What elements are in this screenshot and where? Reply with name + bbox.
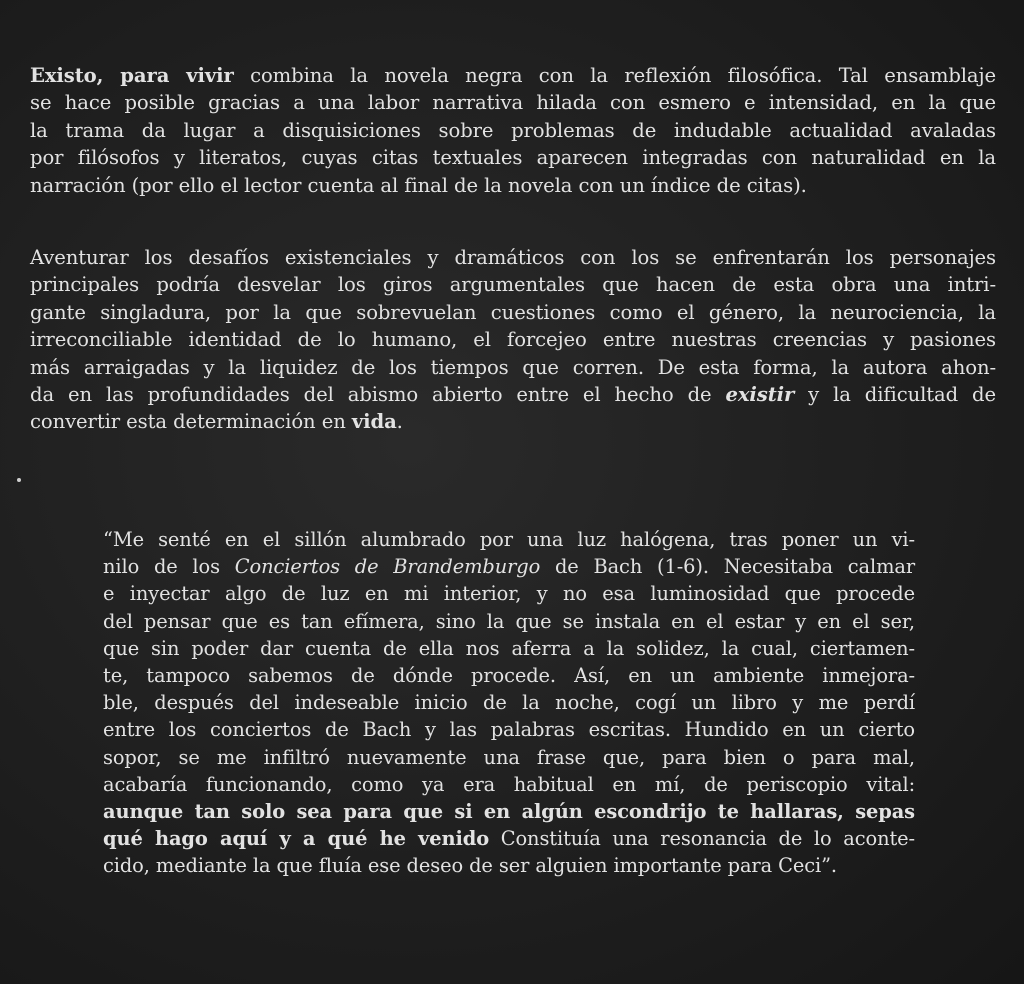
text-line [103,689,915,716]
text-line [103,553,915,580]
text-segment: irreconciliable identidad de lo humano, el forcejeo entre nuestras creencias y pasiones [30,328,996,352]
text-line [30,299,996,326]
text-line [103,635,915,662]
text-line [30,271,996,298]
text-segment: da en las profundidades del abismo abierto entre el hecho de [30,383,726,407]
text-segment: narración (por ello el lector cuenta al final de la novela con un índice de citas). [30,173,807,197]
synopsis-paragraph-1 [30,62,996,199]
text-segment: por filósofos y literatos, cuyas citas textuales aparecen integradas con naturalidad en la [30,146,996,170]
text-line [103,771,915,798]
text-line [30,117,996,144]
text-segment: entre los conciertos de Bach y las palabras escritas. Hundido en un cierto [103,718,915,742]
text-line [103,825,915,852]
text-segment: combina la novela negra con la reflexión filosófica. Tal ensamblaje [233,64,996,87]
text-segment: de Bach (1-6). Necesitaba calmar [540,555,915,579]
text-line [30,326,996,353]
excerpt-quote [103,526,915,880]
text-line [103,716,915,743]
text-line [103,662,915,689]
text-line [103,526,915,553]
text-line [30,144,996,171]
text-segment: y la dificultad de [794,383,996,407]
emphasis-text: aunque tan solo sea para que si en algún escondrijo te hallaras, sepas [103,800,915,824]
text-line [30,354,996,381]
text-segment: Aventurar los desafíos existenciales y dramáticos con los se enfrentarán los personajes [30,246,996,269]
text-segment: nilo de los [103,555,235,579]
emphasis-text: existir [725,383,795,407]
text-segment: te, tampoco sabemos de dónde procede. Así, en un ambiente inmejora- [103,664,915,688]
text-segment: Constituía una resonancia de lo aconte- [489,827,915,851]
text-segment: ble, después del indeseable inicio de la noche, cogí un libro y me perdí [103,691,915,715]
text-segment: e inyectar algo de luz en mi interior, y no esa luminosidad que procede [103,582,915,606]
text-segment: “Me senté en el sillón alumbrado por una luz halógena, tras poner un vi- [103,528,915,551]
emphasis-text: qué hago aquí y a qué he venido [103,827,490,851]
emphasis-text: vida [351,410,397,434]
text-segment: principales podría desvelar los giros argumentales que hacen de esta obra una intri- [30,273,996,297]
text-line [103,744,915,771]
synopsis-paragraph-2 [30,244,996,436]
emphasis-text: Conciertos de Brandemburgo [234,555,541,579]
text-line [103,608,915,635]
text-line [30,89,996,116]
text-line [30,62,996,89]
stray-dot [17,478,21,482]
text-segment: cido, mediante la que fluía ese deseo de ser alguien importante para Ceci”. [103,854,837,878]
text-line [30,381,996,408]
text-segment: . [396,410,403,434]
text-segment: más arraigadas y la liquidez de los tiempos que corren. De esta forma, la autora ahon- [30,355,996,379]
emphasis-text: Existo, para vivir [30,64,234,87]
text-segment: del pensar que es tan efímera, sino la que se instala en el estar y en el ser, [103,609,915,633]
text-segment: convertir esta determinación en [30,410,352,434]
text-segment: sopor, se me infiltró nuevamente una frase que, para bien o para mal, [103,745,915,769]
text-line [103,798,915,825]
text-segment: se hace posible gracias a una labor narrativa hilada con esmero e intensidad, en la que [30,91,996,115]
text-segment: gante singladura, por la que sobrevuelan cuestiones como el género, la neurociencia, la [30,300,996,324]
text-segment: acabaría funcionando, como ya era habitual en mí, de periscopio vital: [103,772,915,796]
text-segment: la trama da lugar a disquisiciones sobre problemas de indudable actualidad avaladas [30,118,996,142]
text-line [103,852,915,879]
text-line [30,172,996,199]
text-line [30,244,996,271]
text-line [103,580,915,607]
text-segment: que sin poder dar cuenta de ella nos aferra a la solidez, la cual, ciertamen- [103,636,915,660]
text-line [30,408,996,435]
